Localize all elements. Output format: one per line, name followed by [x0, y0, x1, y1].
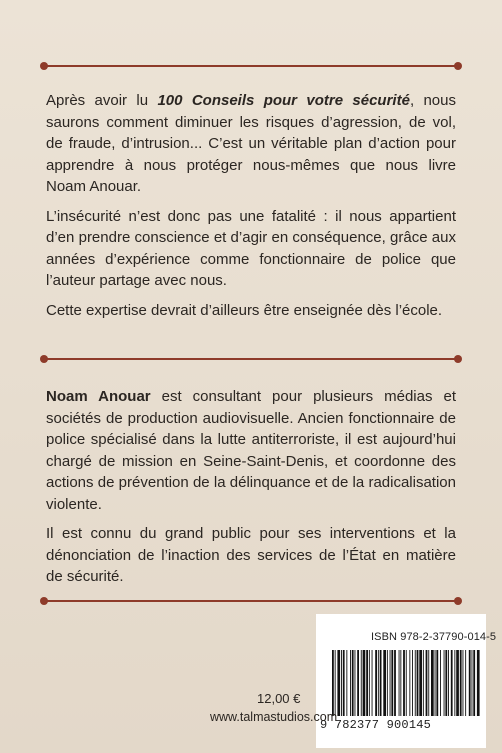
top-divider	[44, 65, 458, 67]
barcode-bar	[428, 650, 429, 716]
barcode-bar	[346, 650, 347, 716]
barcode-bar	[454, 650, 455, 716]
barcode-bar	[477, 650, 480, 716]
barcode-bar	[390, 650, 391, 716]
barcode-bar	[337, 650, 340, 716]
divider-dot-right	[454, 355, 462, 363]
divider-dot-right	[454, 597, 462, 605]
barcode-bar	[435, 650, 436, 716]
barcode-bar	[350, 650, 351, 716]
barcode-bar	[380, 650, 382, 716]
barcode-bar	[409, 650, 410, 716]
bio-paragraph-1: Noam Anouar est consultant pour plusieurs médias et sociétés de production audiovisuelle. Ancien fonctionnaire de police spécialisé dans la lutte antiterroriste, il est aujourd’hui chargé de mission en Seine-Saint-Denis, et coordonne des actions de prévention de la délinquance et de la radicalisation violente.	[46, 388, 456, 513]
barcode-digits: 9 782377 900145	[320, 718, 432, 732]
divider-dot-right	[454, 62, 462, 70]
price: 12,00 €	[257, 691, 301, 706]
middle-divider	[44, 358, 458, 360]
barcode-bar	[375, 650, 377, 716]
barcode-bar	[451, 650, 453, 716]
barcode-bar	[465, 650, 466, 716]
barcode-bar	[357, 650, 359, 716]
barcode-bar	[469, 650, 471, 716]
barcode-bar	[394, 650, 396, 716]
barcode-bar	[456, 650, 459, 716]
barcode-bar	[355, 650, 356, 716]
barcode-bar	[412, 650, 413, 716]
barcode-bar	[444, 650, 445, 716]
barcode-bar	[445, 650, 447, 716]
barcode-bar	[431, 650, 434, 716]
book-summary	[46, 90, 456, 329]
barcode-bar	[369, 650, 370, 716]
barcode-bar	[352, 650, 354, 716]
barcode-bar	[343, 650, 345, 716]
divider-dot-left	[40, 597, 48, 605]
bio-paragraph-2: Il est connu du grand public pour ses interventions et la dénonciation de l’inaction des services de l’État en matière de sécurité.	[46, 525, 456, 585]
barcode-bar	[417, 650, 419, 716]
barcode-bar	[332, 650, 334, 716]
barcode-bar	[391, 650, 393, 716]
barcode-bar	[383, 650, 386, 716]
summary-paragraph-1: Après avoir lu 100 Conseils pour votre sécurité, nous saurons comment diminuer les risques d’agression, de vol, de fraude, d’intrusion... C’est un véritable plan d’action pour apprendre à nous protéger nous-mêmes que nous livre Noam Anouar.	[46, 92, 456, 195]
barcode-bar	[361, 650, 362, 716]
barcode-bar	[448, 650, 449, 716]
barcode-bar	[415, 650, 416, 716]
barcode-bar	[363, 650, 366, 716]
barcode-bar	[366, 650, 368, 716]
barcode-bar	[473, 650, 475, 716]
divider-dot-left	[40, 355, 48, 363]
book-title: 100 Conseils pour votre sécurité	[157, 92, 410, 109]
barcode-image	[330, 650, 480, 716]
barcode-bar	[472, 650, 473, 716]
barcode-bar	[419, 650, 422, 716]
bottom-divider	[44, 600, 458, 602]
divider-dot-left	[40, 62, 48, 70]
barcode-bar	[399, 650, 400, 716]
barcode-bar	[335, 650, 336, 716]
barcode-bar	[440, 650, 441, 716]
author-bio	[46, 386, 456, 596]
publisher-website: www.talmastudios.com	[210, 710, 338, 724]
barcode-bar	[387, 650, 388, 716]
barcode-bar	[406, 650, 407, 716]
barcode-bar	[372, 650, 373, 716]
barcode-bar	[426, 650, 428, 716]
isbn-label: ISBN 978-2-37790-014-5	[371, 631, 497, 643]
author-name: Noam Anouar	[46, 388, 151, 405]
barcode-bar	[403, 650, 405, 716]
barcode-bar	[341, 650, 342, 716]
summary-paragraph-2: L’insécurité n’est donc pas une fatalité : il nous appartient d’en prendre conscience et d’agir en conséquence, grâce aux années d’expérience comme fonctionnaire de police que l’auteur partage avec nous.	[46, 207, 456, 289]
barcode-bar	[378, 650, 379, 716]
barcode-bar	[463, 650, 464, 716]
barcode-bar	[423, 650, 424, 716]
summary-paragraph-3: Cette expertise devrait d’ailleurs être enseignée dès l’école.	[46, 301, 443, 319]
barcode-bar	[460, 650, 462, 716]
barcode-bar	[436, 650, 438, 716]
barcode-bar	[400, 650, 401, 716]
